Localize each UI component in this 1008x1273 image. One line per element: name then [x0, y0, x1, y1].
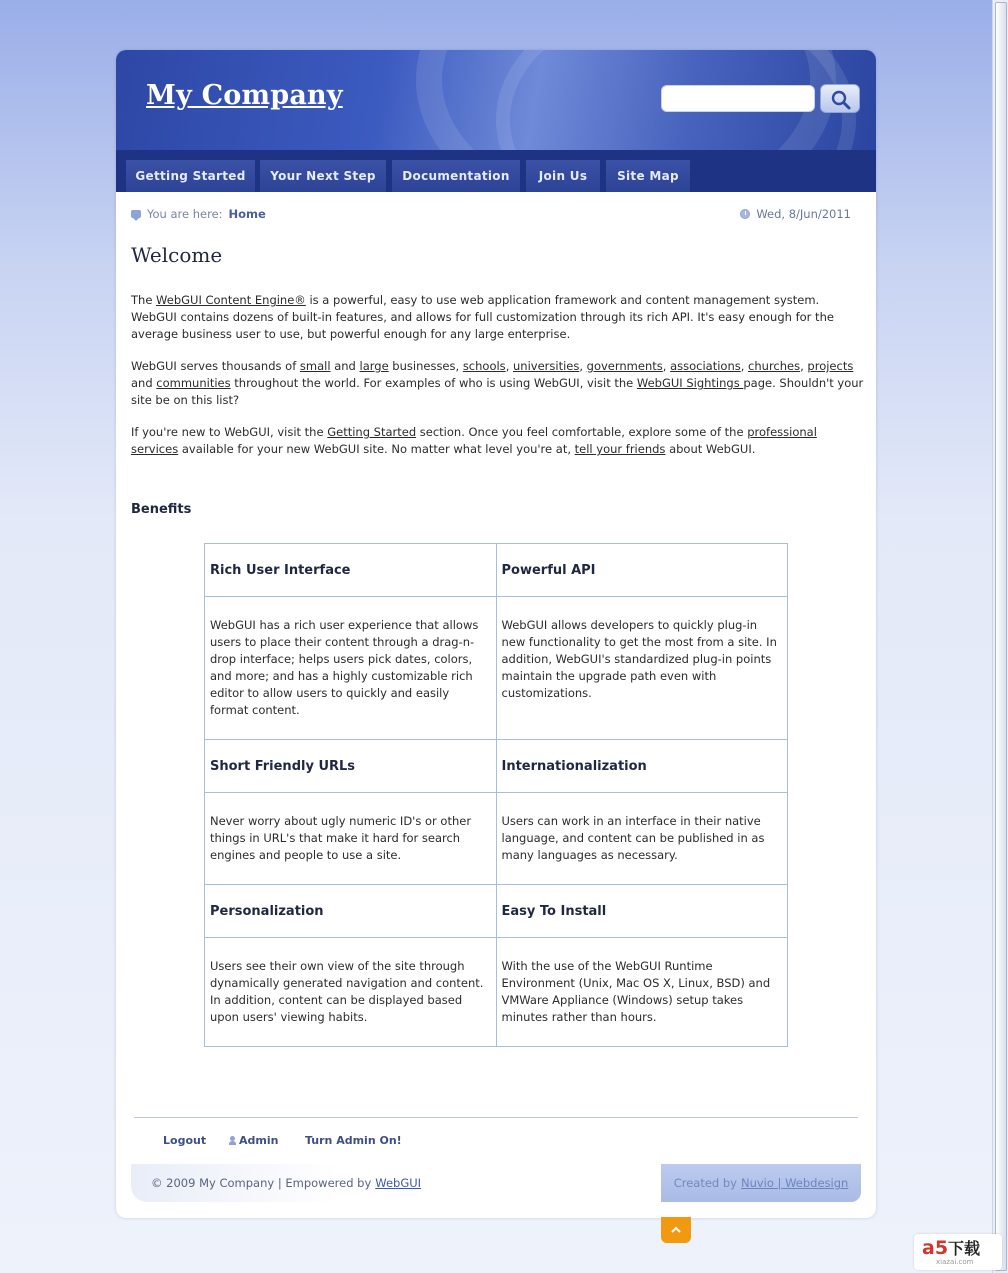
schools-link[interactable]: schools [462, 359, 506, 373]
chevron-up-icon [671, 1226, 681, 1234]
text: and [131, 376, 157, 390]
speech-bubble-icon [131, 210, 141, 218]
text: , [505, 359, 513, 373]
benefits-table [204, 543, 788, 1047]
text: page. Shouldn't your site be on this list? [131, 376, 864, 407]
governments-link[interactable]: governments [586, 359, 663, 373]
text: , [740, 359, 749, 373]
date-display [740, 207, 851, 221]
nav-item-site-map[interactable]: Site Map [606, 160, 690, 192]
text: , [579, 359, 587, 373]
text: businesses, [388, 359, 463, 373]
small-link[interactable]: small [299, 359, 331, 373]
watermark-brand: a5 [922, 1237, 949, 1259]
admin-label: Admin [239, 1134, 279, 1147]
text: section. Once you feel comfortable, explore some of the [416, 425, 748, 439]
text: and [330, 359, 360, 373]
breadcrumb [131, 207, 266, 221]
table-row [205, 885, 788, 938]
table-row [205, 597, 788, 740]
nav-item-join-us[interactable]: Join Us [526, 160, 600, 192]
footer-divider [134, 1117, 858, 1118]
churches-link[interactable]: churches [748, 359, 801, 373]
copyright-text: © 2009 My Company | Empowered by [151, 1176, 372, 1190]
scrollbar-thumb[interactable] [995, 2, 1007, 1271]
large-link[interactable]: large [359, 359, 389, 373]
nav-item-getting-started[interactable]: Getting Started [126, 160, 255, 192]
text: If you're new to WebGUI, visit the [131, 425, 328, 439]
text: WebGUI serves thousands of [131, 359, 300, 373]
universities-link[interactable]: universities [513, 359, 580, 373]
search-icon [821, 85, 861, 114]
communities-link[interactable]: communities [156, 376, 231, 390]
table-row [205, 793, 788, 885]
page-container [116, 50, 876, 1218]
created-by-text: Created by [673, 1176, 737, 1190]
getting-started-link[interactable]: Getting Started [327, 425, 417, 439]
table-row [205, 740, 788, 793]
benefit-title: Powerful API [496, 544, 788, 597]
webgui-sightings-link[interactable]: WebGUI Sightings [636, 376, 744, 390]
benefit-text: Never worry about ugly numeric ID's or other things in URL's that make it hard for search engines and people to use a site. [205, 793, 497, 885]
breadcrumb-home-link[interactable]: Home [228, 207, 266, 221]
back-to-top-button[interactable] [661, 1217, 691, 1243]
benefit-title: Easy To Install [496, 885, 788, 938]
download-site-watermark [914, 1234, 1002, 1270]
benefit-title: Short Friendly URLs [205, 740, 497, 793]
benefit-title: Internationalization [496, 740, 788, 793]
user-icon [229, 1136, 236, 1145]
tell-your-friends-link[interactable]: tell your friends [574, 442, 666, 456]
search-button[interactable] [820, 84, 860, 113]
page-title: Welcome [131, 243, 223, 267]
nav-item-documentation[interactable]: Documentation [392, 160, 520, 192]
getting-started-paragraph [131, 424, 864, 458]
search-input[interactable] [661, 85, 815, 112]
text: is a powerful, easy to use web application framework and content management system. WebGUI contains dozens of built-in features, and allows for full customization through its rich API. It's easy enough for the average business user to use, but powerful enough for any large enterprise. [131, 293, 834, 341]
footer-credits [661, 1164, 861, 1202]
intro-paragraph [131, 292, 864, 343]
benefits-heading: Benefits [131, 502, 192, 517]
nuvio-webdesign-link[interactable]: Nuvio | Webdesign [740, 1176, 849, 1190]
associations-link[interactable]: associations [670, 359, 741, 373]
benefit-text: Users see their own view of the site through dynamically generated navigation and content. In addition, content can be displayed based upon users' viewing habits. [205, 938, 497, 1047]
text: throughout the world. For examples of who is using WebGUI, visit the [230, 376, 637, 390]
text: about WebGUI. [665, 442, 756, 456]
logout-link[interactable]: Logout [163, 1134, 207, 1147]
customers-paragraph [131, 358, 864, 409]
current-date: Wed, 8/Jun/2011 [756, 207, 851, 221]
footer-copyright [131, 1164, 651, 1202]
benefit-text: Users can work in an interface in their native language, and content can be published in as many languages as necessary. [496, 793, 788, 885]
watermark-logo [922, 1236, 980, 1259]
nav-item-your-next-step[interactable]: Your Next Step [260, 160, 386, 192]
site-logo-link[interactable]: My Company [146, 80, 343, 111]
webgui-footer-link[interactable]: WebGUI [375, 1176, 422, 1190]
projects-link[interactable]: projects [807, 359, 854, 373]
main-nav [116, 150, 876, 192]
benefit-title: Personalization [205, 885, 497, 938]
benefit-title: Rich User Interface [205, 544, 497, 597]
professional-services-link[interactable]: professional services [131, 425, 817, 456]
site-header [116, 50, 876, 150]
webgui-content-engine-link[interactable]: WebGUI Content Engine® [156, 293, 306, 307]
benefit-text: WebGUI allows developers to quickly plug-in new functionality to get the most from a site. In addition, WebGUI's standardized plug-in points maintain the upgrade path even with customizations. [496, 597, 788, 740]
text: , [662, 359, 671, 373]
watermark-chinese: 下载 [948, 1239, 981, 1258]
turn-admin-on-link[interactable]: Turn Admin On! [305, 1134, 402, 1147]
text: , [800, 359, 808, 373]
vertical-scrollbar[interactable] [992, 0, 1008, 1273]
text: available for your new WebGUI site. No matter what level you're at, [178, 442, 575, 456]
benefit-text: With the use of the WebGUI Runtime Environment (Unix, Mac OS X, Linux, BSD) and VMWare Appliance (Windows) setup takes minutes rather than hours. [496, 938, 788, 1047]
admin-link[interactable] [229, 1134, 278, 1147]
table-row [205, 938, 788, 1047]
text: The [131, 293, 157, 307]
clock-icon [740, 209, 750, 219]
benefit-text: WebGUI has a rich user experience that allows users to place their content through a drag-n-drop interface; helps users pick dates, colors, and more; and has a highly customizable rich editor to allow users to quickly and easily format content. [205, 597, 497, 740]
watermark-domain: xiazai.com [936, 1258, 974, 1266]
table-row [205, 544, 788, 597]
breadcrumb-prefix: You are here: [147, 207, 223, 221]
